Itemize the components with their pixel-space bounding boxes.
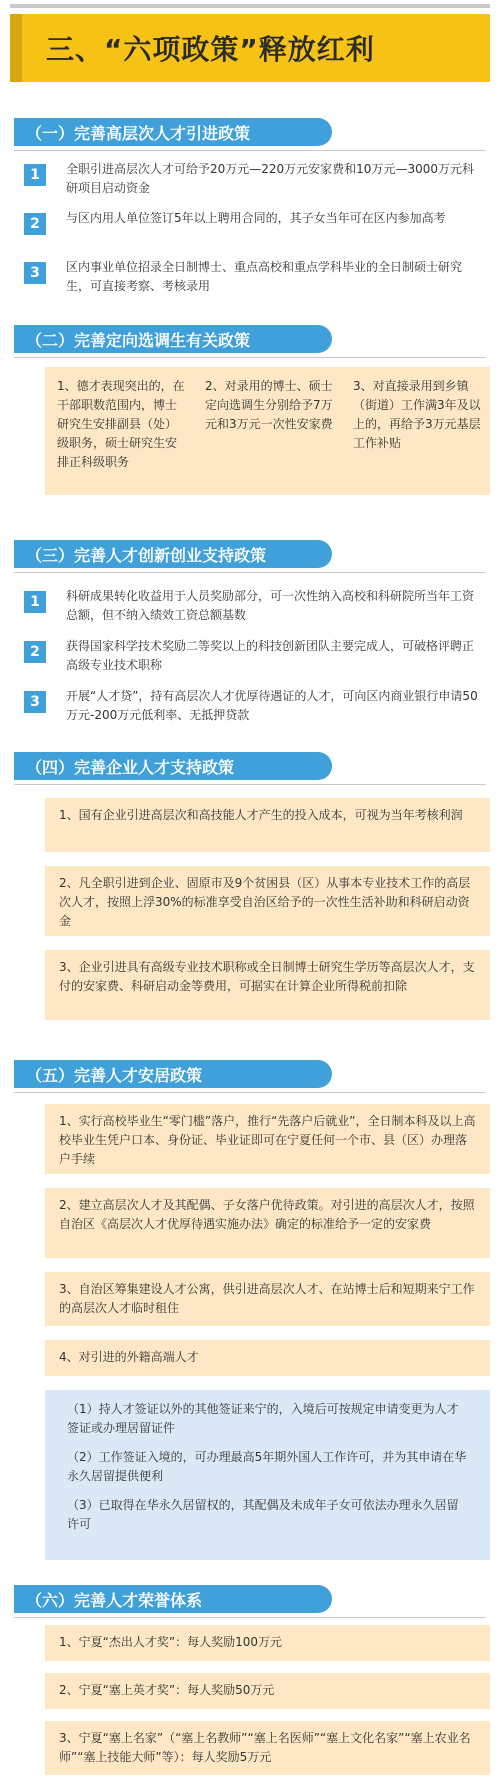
s6-box-2: 2、宁夏“塞上英才奖”：每人奖励50万元 (45, 1673, 490, 1709)
s5-sub-box (45, 1390, 490, 1560)
s2-col-2: 2、对录用的博士、硕士定向选调生分别给予7万元和3万元一次性安家费 (205, 379, 333, 431)
section-6-title: （六）完善人才荣誉体系 (26, 1590, 203, 1610)
s4-box-1: 1、国有企业引进高层次和高技能人才产生的投入成本，可视为当年考核利润 (45, 798, 490, 852)
number-badge: 2 (24, 641, 46, 663)
number-badge: 3 (24, 691, 46, 713)
s6-box-3: 3、宁夏“塞上名家”（“塞上名教师”“塞上名医师”“塞上文化名家”“塞上农业名师”“塞上技能大师”等）：每人奖励5万元 (45, 1721, 490, 1775)
section-3-rule (14, 572, 486, 573)
section-2-header (14, 325, 332, 353)
page-title: 三、“六项政策”释放红利 (46, 33, 375, 66)
section-3-header (14, 540, 332, 568)
section-1-rule (14, 150, 486, 151)
section-1-title: （一）完善高层次人才引进政策 (26, 123, 251, 143)
s5-box-4: 4、对引进的外籍高端人才 (45, 1340, 490, 1376)
number-badge: 2 (24, 213, 46, 235)
s5-box-1: 1、实行高校毕业生“零门槛”落户，推行“先落户后就业”，全日制本科及以上高校毕业生凭户口本、身份证、毕业证即可在宁夏任何一个市、县（区）办理落户手续 (45, 1104, 490, 1174)
s4-box-2: 2、凡全职引进到企业、固原市及9个贫困县（区）从事本专业技术工作的高层次人才，按照上浮30%的标准享受自治区给予的一次性生活补助和科研启动资金 (45, 866, 490, 936)
section-1-header (14, 118, 332, 146)
s2-col-3: 3、对直接录用到乡镇（街道）工作满3年及以上的，再给予3万元基层工作补贴 (353, 379, 481, 450)
s5-sub-3: （3）已取得在华永久居留权的，其配偶及未成年子女可依法办理永久居留许可 (67, 1498, 459, 1531)
item-text: 开展“人才贷”，持有高层次人才优厚待遇证的人才，可向区内商业银行申请50万元-200万元低利率、无抵押贷款 (66, 689, 478, 722)
s5-sub-2: （2）工作签证入境的，可办理最高5年期外国人工作许可，并为其申请在华永久居留提供便利 (67, 1450, 467, 1483)
item-text: 全职引进高层次人才可给予20万元—220万元安家费和10万元—3000万元科研项目启动资金 (66, 162, 474, 195)
s5-box-2: 2、建立高层次人才及其配偶、子女落户优待政策。对引进的高层次人才，按照自治区《高层次人才优厚待遇实施办法》确定的标准给予一定的安家费 (45, 1188, 490, 1258)
s4-box-3: 3、企业引进具有高级专业技术职称或全日制博士研究生学历等高层次人才，支付的安家费、科研启动金等费用，可据实在计算企业所得税前扣除 (45, 950, 490, 1020)
section-5-header (14, 1060, 332, 1088)
s6-box-1: 1、宁夏“杰出人才奖”：每人奖励100万元 (45, 1625, 490, 1661)
section-4-header (14, 752, 332, 780)
s5-box-3: 3、自治区筹集建设人才公寓，供引进高层次人才、在站博士后和短期来宁工作的高层次人才临时租住 (45, 1272, 490, 1326)
section-6-rule (14, 1617, 486, 1618)
section-5-title: （五）完善人才安居政策 (26, 1065, 203, 1085)
item-text: 获得国家科学技术奖励二等奖以上的科技创新团队主要完成人，可破格评聘正高级专业技术职称 (66, 639, 475, 672)
s2-col-1: 1、德才表现突出的，在干部职数范围内，博士研究生安排副县（处）级职务，硕士研究生安排正科级职务 (57, 379, 185, 469)
item-text: 与区内用人单位签订5年以上聘用合同的，其子女当年可在区内参加高考 (66, 211, 446, 225)
section-6-header (14, 1585, 332, 1613)
section-5-rule (14, 1092, 486, 1093)
title-band (10, 14, 490, 82)
section-2-title: （二）完善定向选调生有关政策 (26, 330, 251, 350)
s5-sub-1: （1）持人才签证以外的其他签证来宁的，入境后可按规定申请变更为人才签证或办理居留证件 (67, 1402, 459, 1435)
header-top-line (10, 4, 490, 8)
section-2-rule (14, 357, 486, 358)
section-4-rule (14, 784, 486, 785)
number-badge: 1 (24, 591, 46, 613)
item-text: 科研成果转化收益用于人员奖励部分，可一次性纳入高校和科研院所当年工资总额，但不纳入绩效工资总额基数 (66, 589, 475, 622)
section-3-title: （三）完善人才创新创业支持政策 (26, 545, 267, 565)
item-text: 区内事业单位招录全日制博士、重点高校和重点学科毕业的全日制硕士研究生，可直接考察、考核录用 (66, 260, 463, 293)
number-badge: 3 (24, 262, 46, 284)
number-badge: 1 (24, 164, 46, 186)
section-4-title: （四）完善企业人才支持政策 (26, 757, 235, 777)
s2-box (45, 367, 490, 495)
